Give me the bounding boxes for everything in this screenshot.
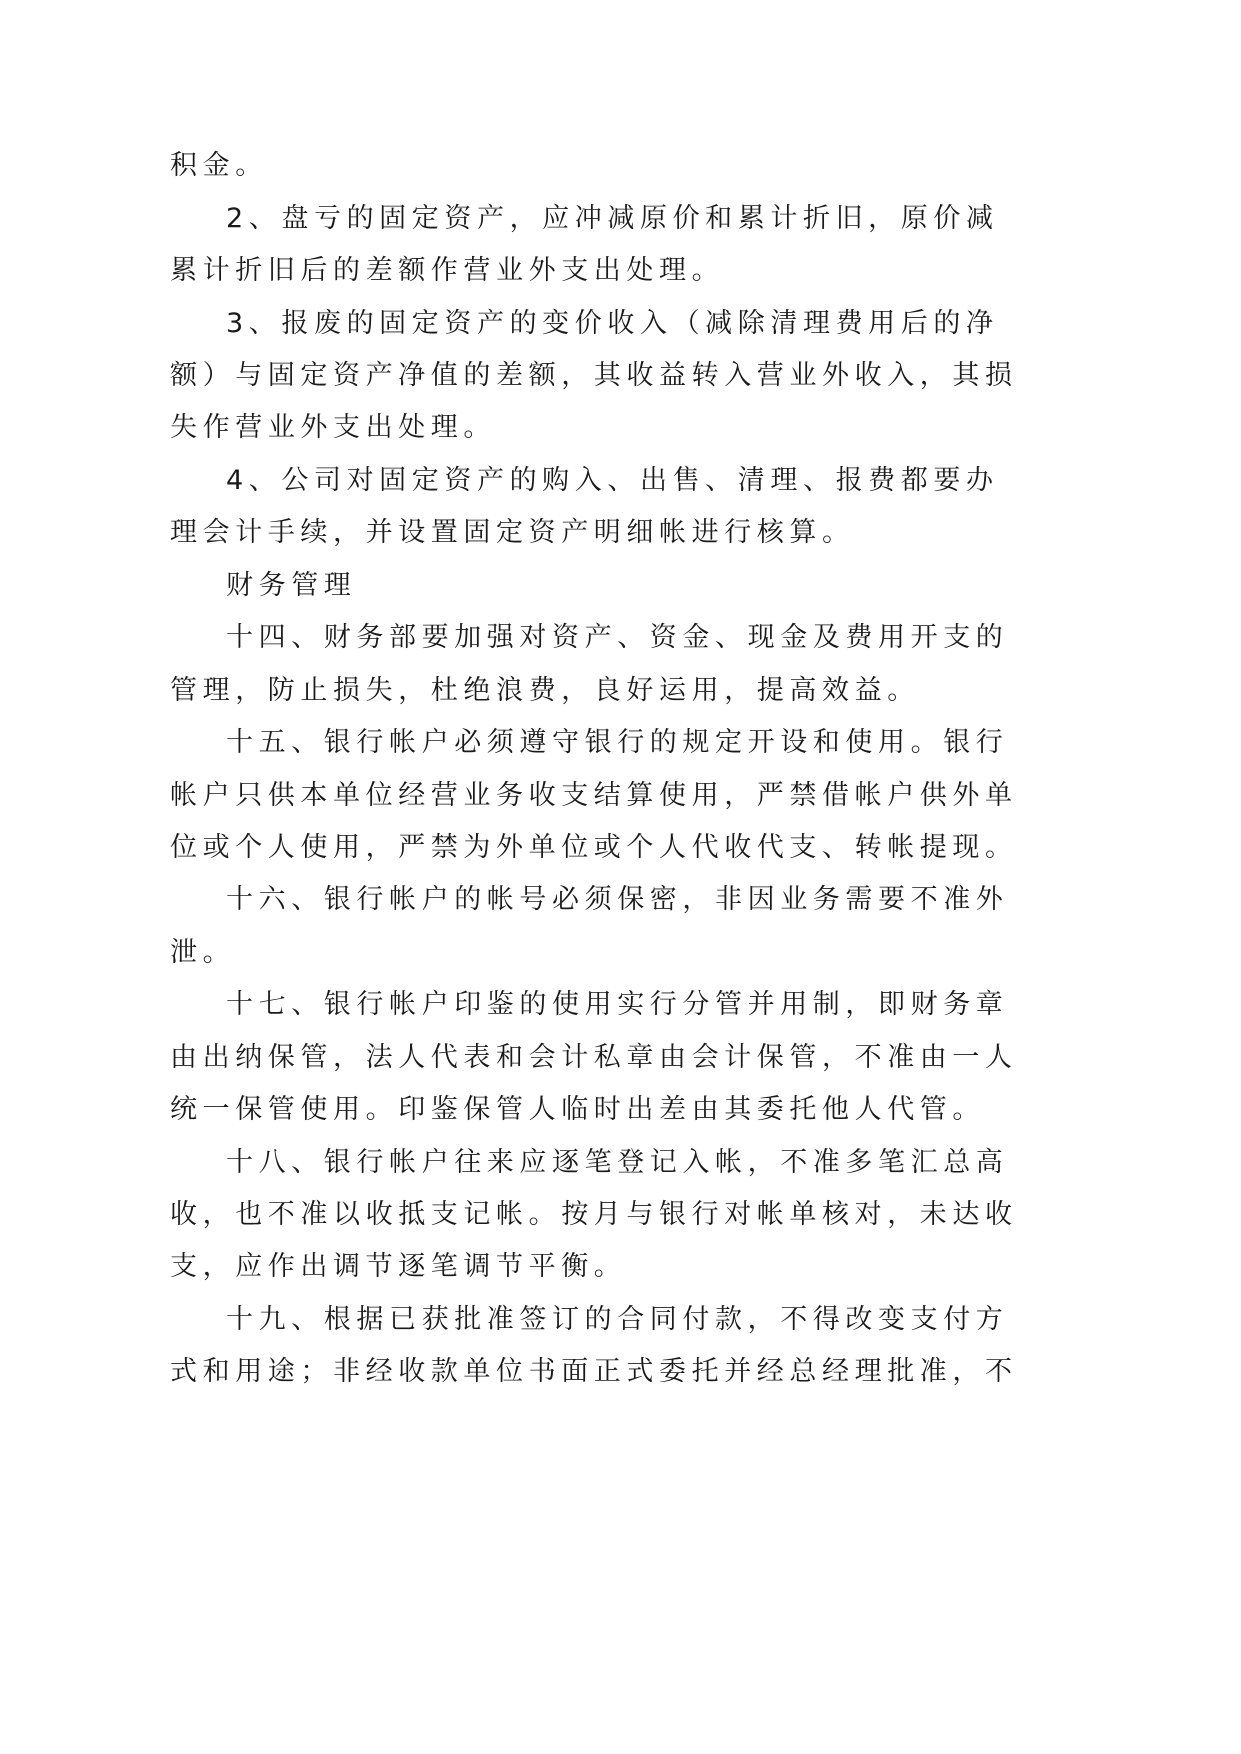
text-line: 十五、银行帐户必须遵守银行的规定开设和使用。银行 [226, 727, 1009, 758]
text-line: 2、盘亏的固定资产，应冲减原价和累计折旧，原价减 [226, 203, 999, 234]
text-line: 十七、银行帐户印鉴的使用实行分管并用制，即财务章 [226, 989, 1009, 1020]
text-line: 累计折旧后的差额作营业外支出处理。 [170, 255, 725, 286]
text-line: 十八、银行帐户往来应逐笔登记入帐，不准多笔汇总高 [226, 1147, 1009, 1178]
text-line: 统一保管使用。印鉴保管人临时出差由其委托他人代管。 [170, 1094, 985, 1125]
section-heading: 财务管理 [226, 570, 357, 601]
text-line: 3、报废的固定资产的变价收入（减除清理费用后的净 [226, 308, 999, 339]
text-line: 管理，防止损失，杜绝浪费，良好运用，提高效益。 [170, 675, 920, 706]
text-line: 4、公司对固定资产的购入、出售、清理、报费都要办 [226, 465, 999, 496]
text-line: 额）与固定资产净值的差额，其收益转入营业外收入，其损 [170, 360, 1018, 391]
text-line: 支，应作出调节逐笔调节平衡。 [170, 1251, 627, 1282]
text-line: 积金。 [170, 150, 268, 181]
text-line: 十九、根据已获批准签订的合同付款，不得改变支付方 [226, 1304, 1009, 1335]
text-line: 帐户只供本单位经营业务收支结算使用，严禁借帐户供外单 [170, 780, 1018, 811]
text-line: 式和用途；非经收款单位书面正式委托并经总经理批准，不 [170, 1356, 1018, 1387]
text-line: 收，也不准以收抵支记帐。按月与银行对帐单核对，未达收 [170, 1199, 1018, 1230]
text-line: 理会计手续，并设置固定资产明细帐进行核算。 [170, 517, 855, 548]
text-line: 十四、财务部要加强对资产、资金、现金及费用开支的 [226, 622, 1009, 653]
text-line: 泄。 [170, 937, 236, 968]
text-line: 位或个人使用，严禁为外单位或个人代收代支、转帐提现。 [170, 832, 1018, 863]
text-line: 由出纳保管，法人代表和会计私章由会计保管，不准由一人 [170, 1042, 1018, 1073]
text-line: 十六、银行帐户的帐号必须保密，非因业务需要不准外 [226, 884, 1009, 915]
text-line: 失作营业外支出处理。 [170, 412, 496, 443]
